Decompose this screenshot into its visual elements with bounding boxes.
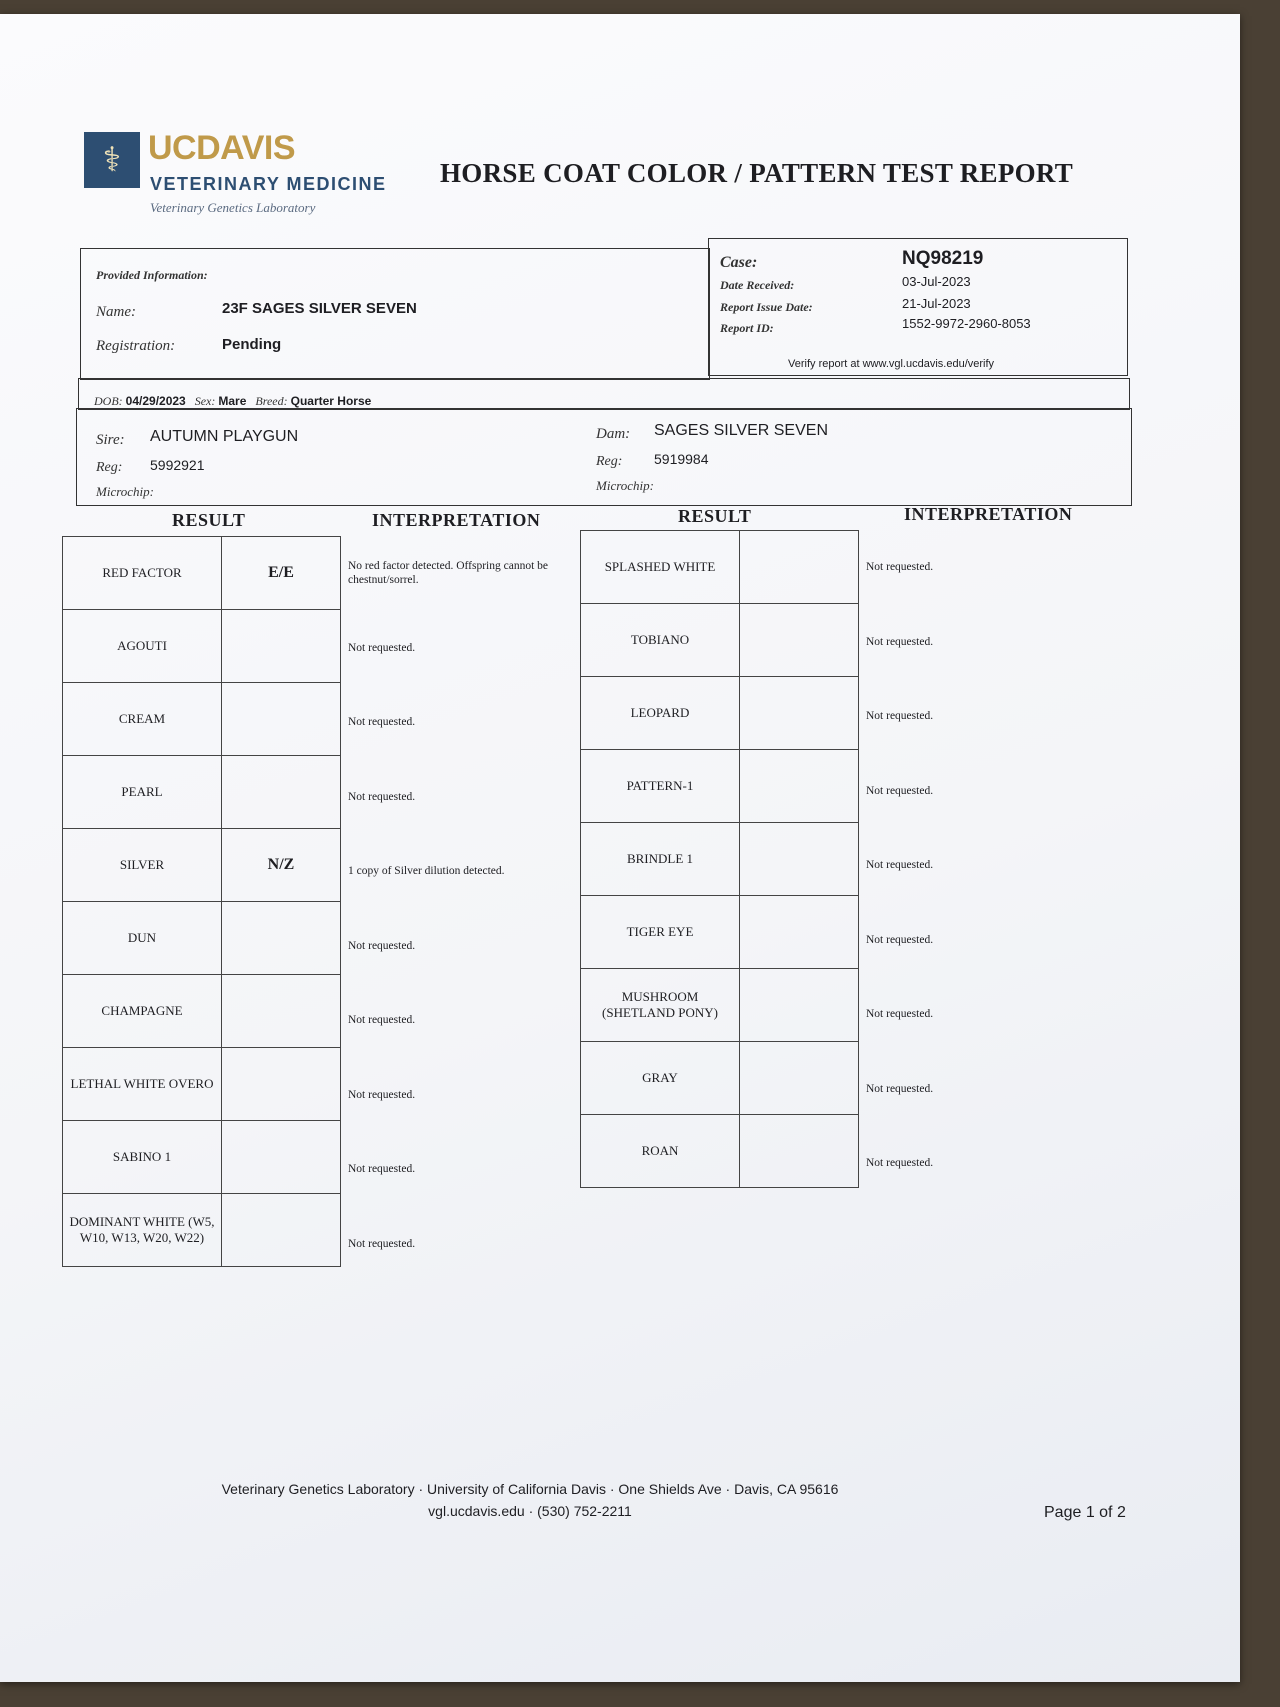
test-row [63, 829, 341, 902]
test-result [740, 1115, 859, 1188]
breed-value: Quarter Horse [290, 394, 372, 408]
left-results-table [62, 536, 341, 1267]
test-result [740, 750, 859, 823]
test-row [63, 683, 341, 756]
test-row [581, 677, 859, 750]
test-interpretation: 1 copy of Silver dilution detected. [348, 865, 505, 878]
test-result [222, 683, 341, 756]
test-interpretation: Not requested. [866, 933, 934, 946]
test-row [63, 1194, 341, 1267]
test-result [740, 531, 859, 604]
test-result [740, 677, 859, 750]
test-name: GRAY [581, 1042, 740, 1115]
breed-label: Breed: [255, 394, 288, 408]
test-result [740, 604, 859, 677]
test-name: TOBIANO [581, 604, 740, 677]
test-row [63, 975, 341, 1048]
animal-info-line [94, 394, 371, 409]
provided-info-heading: Provided Information: [96, 268, 208, 282]
right-interpretation-header: INTERPRETATION [904, 504, 1073, 524]
test-result: N/Z [222, 829, 341, 902]
logo-ucdavis-text: UCDAVIS [148, 129, 295, 167]
dam-reg: 5919984 [654, 451, 709, 467]
test-interpretation: Not requested. [866, 1157, 934, 1170]
test-name: TIGER EYE [581, 896, 740, 969]
test-name: RED FACTOR [63, 537, 222, 610]
test-result [222, 902, 341, 975]
test-name: LEOPARD [581, 677, 740, 750]
test-result [222, 1048, 341, 1121]
right-interpretations [866, 530, 1066, 1201]
case-label: Case: [720, 254, 758, 271]
test-result [740, 896, 859, 969]
dam-name: SAGES SILVER SEVEN [654, 422, 828, 439]
test-result [740, 1042, 859, 1115]
test-name: BRINDLE 1 [581, 823, 740, 896]
registration-label: Registration: [96, 338, 176, 354]
footer [120, 1478, 940, 1522]
test-row [63, 610, 341, 683]
issue-date-label: Report Issue Date: [720, 300, 813, 314]
test-interpretation: Not requested. [348, 1088, 416, 1101]
test-interpretation: Not requested. [866, 859, 934, 872]
test-row [581, 896, 859, 969]
footer-contact: vgl.ucdavis.edu · (530) 752-2211 [428, 1503, 632, 1519]
sire-label: Sire: [96, 432, 125, 448]
test-interpretation: Not requested. [866, 1082, 934, 1095]
test-interpretation: Not requested. [866, 561, 934, 574]
test-row [581, 823, 859, 896]
test-name: LETHAL WHITE OVERO [63, 1048, 222, 1121]
case-id: NQ98219 [902, 248, 984, 269]
test-row [63, 756, 341, 829]
test-row [581, 604, 859, 677]
report-page [0, 14, 1240, 1682]
test-row [581, 1042, 859, 1115]
test-row [63, 902, 341, 975]
test-result [740, 969, 859, 1042]
dam-microchip-label: Microchip: [596, 478, 654, 493]
report-id-value: 1552-9972-2960-8053 [902, 316, 1031, 331]
test-interpretation: Not requested. [866, 1008, 934, 1021]
date-received-value: 03-Jul-2023 [902, 274, 971, 289]
test-name: SABINO 1 [63, 1121, 222, 1194]
logo-lab-name: Veterinary Genetics Laboratory [150, 200, 316, 215]
test-interpretation: Not requested. [866, 710, 934, 723]
left-result-header: RESULT [172, 510, 246, 530]
test-row [581, 969, 859, 1042]
sire-reg: 5992921 [150, 457, 205, 473]
test-row [63, 1048, 341, 1121]
right-result-header: RESULT [678, 506, 752, 526]
horse-name: 23F SAGES SILVER SEVEN [222, 300, 417, 317]
left-interpretation-header: INTERPRETATION [372, 510, 541, 530]
test-row [63, 537, 341, 610]
test-result [222, 1194, 341, 1267]
test-result [222, 1121, 341, 1194]
test-name: DUN [63, 902, 222, 975]
test-name: DOMINANT WHITE (W5, W10, W13, W20, W22) [63, 1194, 222, 1267]
test-result [222, 756, 341, 829]
test-interpretation: Not requested. [348, 1163, 416, 1176]
report-title: HORSE COAT COLOR / PATTERN TEST REPORT [440, 158, 1074, 188]
test-result: E/E [222, 537, 341, 610]
test-interpretation: Not requested. [348, 716, 416, 729]
test-name: MUSHROOM (SHETLAND PONY) [581, 969, 740, 1042]
test-row [63, 1121, 341, 1194]
test-interpretation: No red factor detected. Offspring cannot be chestnut/sorrel. [348, 560, 548, 587]
test-name: CREAM [63, 683, 222, 756]
verify-note: Verify report at www.vgl.ucdavis.edu/verify [788, 358, 995, 370]
sex-value: Mare [218, 394, 247, 408]
sex-label: Sex: [194, 394, 216, 408]
test-result [740, 823, 859, 896]
test-row [581, 1115, 859, 1188]
page-number: Page 1 of 2 [1044, 1504, 1126, 1521]
test-interpretation: Not requested. [348, 1014, 416, 1027]
registration-value: Pending [222, 336, 282, 353]
dam-reg-label: Reg: [596, 454, 623, 469]
dam-label: Dam: [596, 426, 631, 442]
date-received-label: Date Received: [720, 278, 795, 292]
test-interpretation: Not requested. [348, 641, 416, 654]
test-name: PATTERN-1 [581, 750, 740, 823]
test-name: AGOUTI [63, 610, 222, 683]
logo-veterinary-medicine: VETERINARY MEDICINE [150, 174, 387, 194]
caduceus-icon: ⚕ [102, 140, 122, 180]
test-row [581, 750, 859, 823]
test-name: SPLASHED WHITE [581, 531, 740, 604]
test-row [581, 531, 859, 604]
dob-label: DOB: [94, 394, 123, 408]
left-interpretations [348, 536, 548, 1281]
test-result [222, 610, 341, 683]
test-interpretation: Not requested. [866, 635, 934, 648]
footer-address: Veterinary Genetics Laboratory · University of California Davis · One Shields Ave · Davis, CA 95616 [221, 1481, 839, 1497]
sire-microchip-label: Microchip: [96, 484, 154, 499]
test-name: ROAN [581, 1115, 740, 1188]
right-results-table [580, 530, 859, 1188]
test-interpretation: Not requested. [348, 790, 416, 803]
sire-name: AUTUMN PLAYGUN [150, 428, 299, 445]
test-name: CHAMPAGNE [63, 975, 222, 1048]
test-name: PEARL [63, 756, 222, 829]
dob-value: 04/29/2023 [125, 394, 186, 408]
sire-reg-label: Reg: [96, 460, 123, 475]
ucdavis-logo-icon [84, 132, 140, 188]
test-interpretation: Not requested. [866, 784, 934, 797]
test-interpretation: Not requested. [348, 939, 416, 952]
test-name: SILVER [63, 829, 222, 902]
test-result [222, 975, 341, 1048]
report-id-label: Report ID: [720, 321, 774, 335]
test-interpretation: Not requested. [348, 1237, 416, 1250]
issue-date-value: 21-Jul-2023 [902, 296, 971, 311]
name-label: Name: [96, 304, 136, 320]
